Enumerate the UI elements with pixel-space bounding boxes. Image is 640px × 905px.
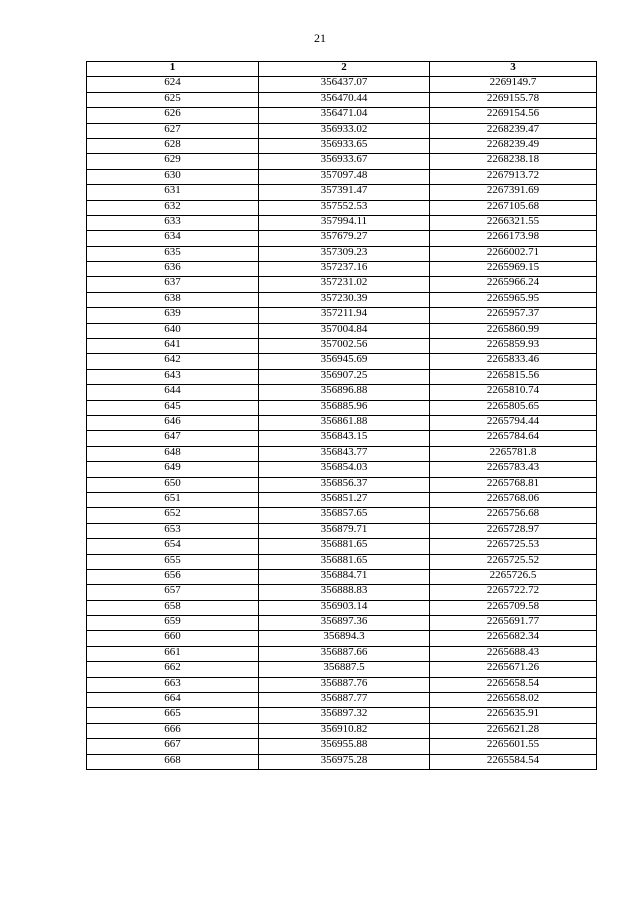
y-coordinate-cell: 2265965.95 [430,292,597,307]
x-coordinate-cell: 357679.27 [259,231,430,246]
x-coordinate-cell: 356897.32 [259,708,430,723]
x-coordinate-cell: 356861.88 [259,415,430,430]
x-coordinate-cell: 356856.37 [259,477,430,492]
x-coordinate-cell: 356887.77 [259,693,430,708]
y-coordinate-cell: 2265810.74 [430,385,597,400]
table-row [87,262,597,277]
table-row [87,693,597,708]
y-coordinate-cell: 2268239.49 [430,138,597,153]
x-coordinate-cell: 356888.83 [259,585,430,600]
y-coordinate-cell: 2265784.64 [430,431,597,446]
point-number-cell: 650 [87,477,259,492]
x-coordinate-cell: 356884.71 [259,569,430,584]
point-number-cell: 656 [87,569,259,584]
table-row [87,600,597,615]
y-coordinate-cell: 2265756.68 [430,508,597,523]
x-coordinate-cell: 356854.03 [259,462,430,477]
point-number-cell: 662 [87,662,259,677]
column-header-2: 2 [259,62,430,77]
table-row [87,154,597,169]
point-number-cell: 628 [87,138,259,153]
y-coordinate-cell: 2265783.43 [430,462,597,477]
y-coordinate-cell: 2265725.52 [430,554,597,569]
table-header-row [87,62,597,77]
column-header-3: 3 [430,62,597,77]
y-coordinate-cell: 2265658.02 [430,693,597,708]
table-row [87,123,597,138]
y-coordinate-cell: 2267391.69 [430,185,597,200]
x-coordinate-cell: 357231.02 [259,277,430,292]
y-coordinate-cell: 2265768.06 [430,492,597,507]
table-row [87,169,597,184]
table-row [87,569,597,584]
y-coordinate-cell: 2266321.55 [430,215,597,230]
coordinates-table [86,61,597,770]
y-coordinate-cell: 2265635.91 [430,708,597,723]
y-coordinate-cell: 2265728.97 [430,523,597,538]
table-row [87,646,597,661]
table-row [87,708,597,723]
table-row [87,508,597,523]
x-coordinate-cell: 357552.53 [259,200,430,215]
y-coordinate-cell: 2265726.5 [430,569,597,584]
y-coordinate-cell: 2265957.37 [430,308,597,323]
x-coordinate-cell: 356933.67 [259,154,430,169]
point-number-cell: 635 [87,246,259,261]
table-row [87,277,597,292]
x-coordinate-cell: 356881.65 [259,554,430,569]
x-coordinate-cell: 356470.44 [259,92,430,107]
x-coordinate-cell: 357309.23 [259,246,430,261]
point-number-cell: 624 [87,77,259,92]
table-row [87,462,597,477]
point-number-cell: 633 [87,215,259,230]
x-coordinate-cell: 356896.88 [259,385,430,400]
x-coordinate-cell: 356903.14 [259,600,430,615]
point-number-cell: 644 [87,385,259,400]
table-row [87,385,597,400]
y-coordinate-cell: 2265722.72 [430,585,597,600]
point-number-cell: 631 [87,185,259,200]
table-row [87,215,597,230]
x-coordinate-cell: 356881.65 [259,539,430,554]
point-number-cell: 630 [87,169,259,184]
y-coordinate-cell: 2265682.34 [430,631,597,646]
x-coordinate-cell: 357211.94 [259,308,430,323]
x-coordinate-cell: 356857.65 [259,508,430,523]
table-row [87,339,597,354]
table-row [87,400,597,415]
y-coordinate-cell: 2265709.58 [430,600,597,615]
y-coordinate-cell: 2265671.26 [430,662,597,677]
point-number-cell: 661 [87,646,259,661]
point-number-cell: 659 [87,616,259,631]
point-number-cell: 634 [87,231,259,246]
x-coordinate-cell: 356437.07 [259,77,430,92]
point-number-cell: 636 [87,262,259,277]
table-row [87,492,597,507]
table-row [87,308,597,323]
y-coordinate-cell: 2265781.8 [430,446,597,461]
y-coordinate-cell: 2267105.68 [430,200,597,215]
point-number-cell: 665 [87,708,259,723]
y-coordinate-cell: 2265860.99 [430,323,597,338]
x-coordinate-cell: 357391.47 [259,185,430,200]
table-row [87,754,597,769]
table-row [87,523,597,538]
y-coordinate-cell: 2265658.54 [430,677,597,692]
table-row [87,677,597,692]
column-header-1: 1 [87,62,259,77]
y-coordinate-cell: 2265601.55 [430,739,597,754]
x-coordinate-cell: 356843.15 [259,431,430,446]
table-row [87,77,597,92]
point-number-cell: 625 [87,92,259,107]
point-number-cell: 626 [87,108,259,123]
point-number-cell: 654 [87,539,259,554]
y-coordinate-cell: 2265815.56 [430,369,597,384]
y-coordinate-cell: 2269149.7 [430,77,597,92]
point-number-cell: 651 [87,492,259,507]
point-number-cell: 627 [87,123,259,138]
x-coordinate-cell: 356887.66 [259,646,430,661]
point-number-cell: 653 [87,523,259,538]
y-coordinate-cell: 2265805.65 [430,400,597,415]
table-row [87,723,597,738]
table-row [87,539,597,554]
table-row [87,231,597,246]
point-number-cell: 646 [87,415,259,430]
table-row [87,415,597,430]
table-row [87,323,597,338]
point-number-cell: 629 [87,154,259,169]
table-row [87,185,597,200]
y-coordinate-cell: 2265725.53 [430,539,597,554]
x-coordinate-cell: 356897.36 [259,616,430,631]
y-coordinate-cell: 2265621.28 [430,723,597,738]
x-coordinate-cell: 357004.84 [259,323,430,338]
table-row [87,554,597,569]
x-coordinate-cell: 356471.04 [259,108,430,123]
table-row [87,431,597,446]
table-row [87,585,597,600]
y-coordinate-cell: 2266002.71 [430,246,597,261]
point-number-cell: 638 [87,292,259,307]
y-coordinate-cell: 2266173.98 [430,231,597,246]
point-number-cell: 649 [87,462,259,477]
point-number-cell: 632 [87,200,259,215]
x-coordinate-cell: 356843.77 [259,446,430,461]
x-coordinate-cell: 356910.82 [259,723,430,738]
point-number-cell: 642 [87,354,259,369]
x-coordinate-cell: 357097.48 [259,169,430,184]
x-coordinate-cell: 356907.25 [259,369,430,384]
table-row [87,246,597,261]
point-number-cell: 639 [87,308,259,323]
x-coordinate-cell: 356887.5 [259,662,430,677]
x-coordinate-cell: 357237.16 [259,262,430,277]
x-coordinate-cell: 357994.11 [259,215,430,230]
y-coordinate-cell: 2265966.24 [430,277,597,292]
point-number-cell: 663 [87,677,259,692]
point-number-cell: 666 [87,723,259,738]
x-coordinate-cell: 356885.96 [259,400,430,415]
table-row [87,477,597,492]
y-coordinate-cell: 2265768.81 [430,477,597,492]
point-number-cell: 657 [87,585,259,600]
point-number-cell: 643 [87,369,259,384]
point-number-cell: 664 [87,693,259,708]
table-row [87,631,597,646]
x-coordinate-cell: 356945.69 [259,354,430,369]
table-row [87,108,597,123]
table-row [87,92,597,107]
x-coordinate-cell: 356933.65 [259,138,430,153]
table-row [87,292,597,307]
point-number-cell: 667 [87,739,259,754]
point-number-cell: 658 [87,600,259,615]
x-coordinate-cell: 357230.39 [259,292,430,307]
point-number-cell: 637 [87,277,259,292]
point-number-cell: 641 [87,339,259,354]
y-coordinate-cell: 2268239.47 [430,123,597,138]
point-number-cell: 660 [87,631,259,646]
x-coordinate-cell: 356887.76 [259,677,430,692]
y-coordinate-cell: 2265859.93 [430,339,597,354]
y-coordinate-cell: 2269154.56 [430,108,597,123]
y-coordinate-cell: 2265688.43 [430,646,597,661]
y-coordinate-cell: 2265794.44 [430,415,597,430]
point-number-cell: 668 [87,754,259,769]
table-row [87,369,597,384]
y-coordinate-cell: 2265833.46 [430,354,597,369]
point-number-cell: 652 [87,508,259,523]
x-coordinate-cell: 356879.71 [259,523,430,538]
y-coordinate-cell: 2268238.18 [430,154,597,169]
y-coordinate-cell: 2265969.15 [430,262,597,277]
x-coordinate-cell: 356933.02 [259,123,430,138]
x-coordinate-cell: 356851.27 [259,492,430,507]
table-row [87,662,597,677]
point-number-cell: 647 [87,431,259,446]
table-row [87,739,597,754]
y-coordinate-cell: 2269155.78 [430,92,597,107]
point-number-cell: 648 [87,446,259,461]
point-number-cell: 640 [87,323,259,338]
table-body [87,77,597,770]
table-row [87,200,597,215]
table-row [87,138,597,153]
point-number-cell: 655 [87,554,259,569]
x-coordinate-cell: 357002.56 [259,339,430,354]
y-coordinate-cell: 2265691.77 [430,616,597,631]
y-coordinate-cell: 2267913.72 [430,169,597,184]
x-coordinate-cell: 356975.28 [259,754,430,769]
table-row [87,446,597,461]
x-coordinate-cell: 356955.88 [259,739,430,754]
point-number-cell: 645 [87,400,259,415]
page-number: 21 [314,31,326,45]
y-coordinate-cell: 2265584.54 [430,754,597,769]
table-row [87,354,597,369]
table-row [87,616,597,631]
x-coordinate-cell: 356894.3 [259,631,430,646]
